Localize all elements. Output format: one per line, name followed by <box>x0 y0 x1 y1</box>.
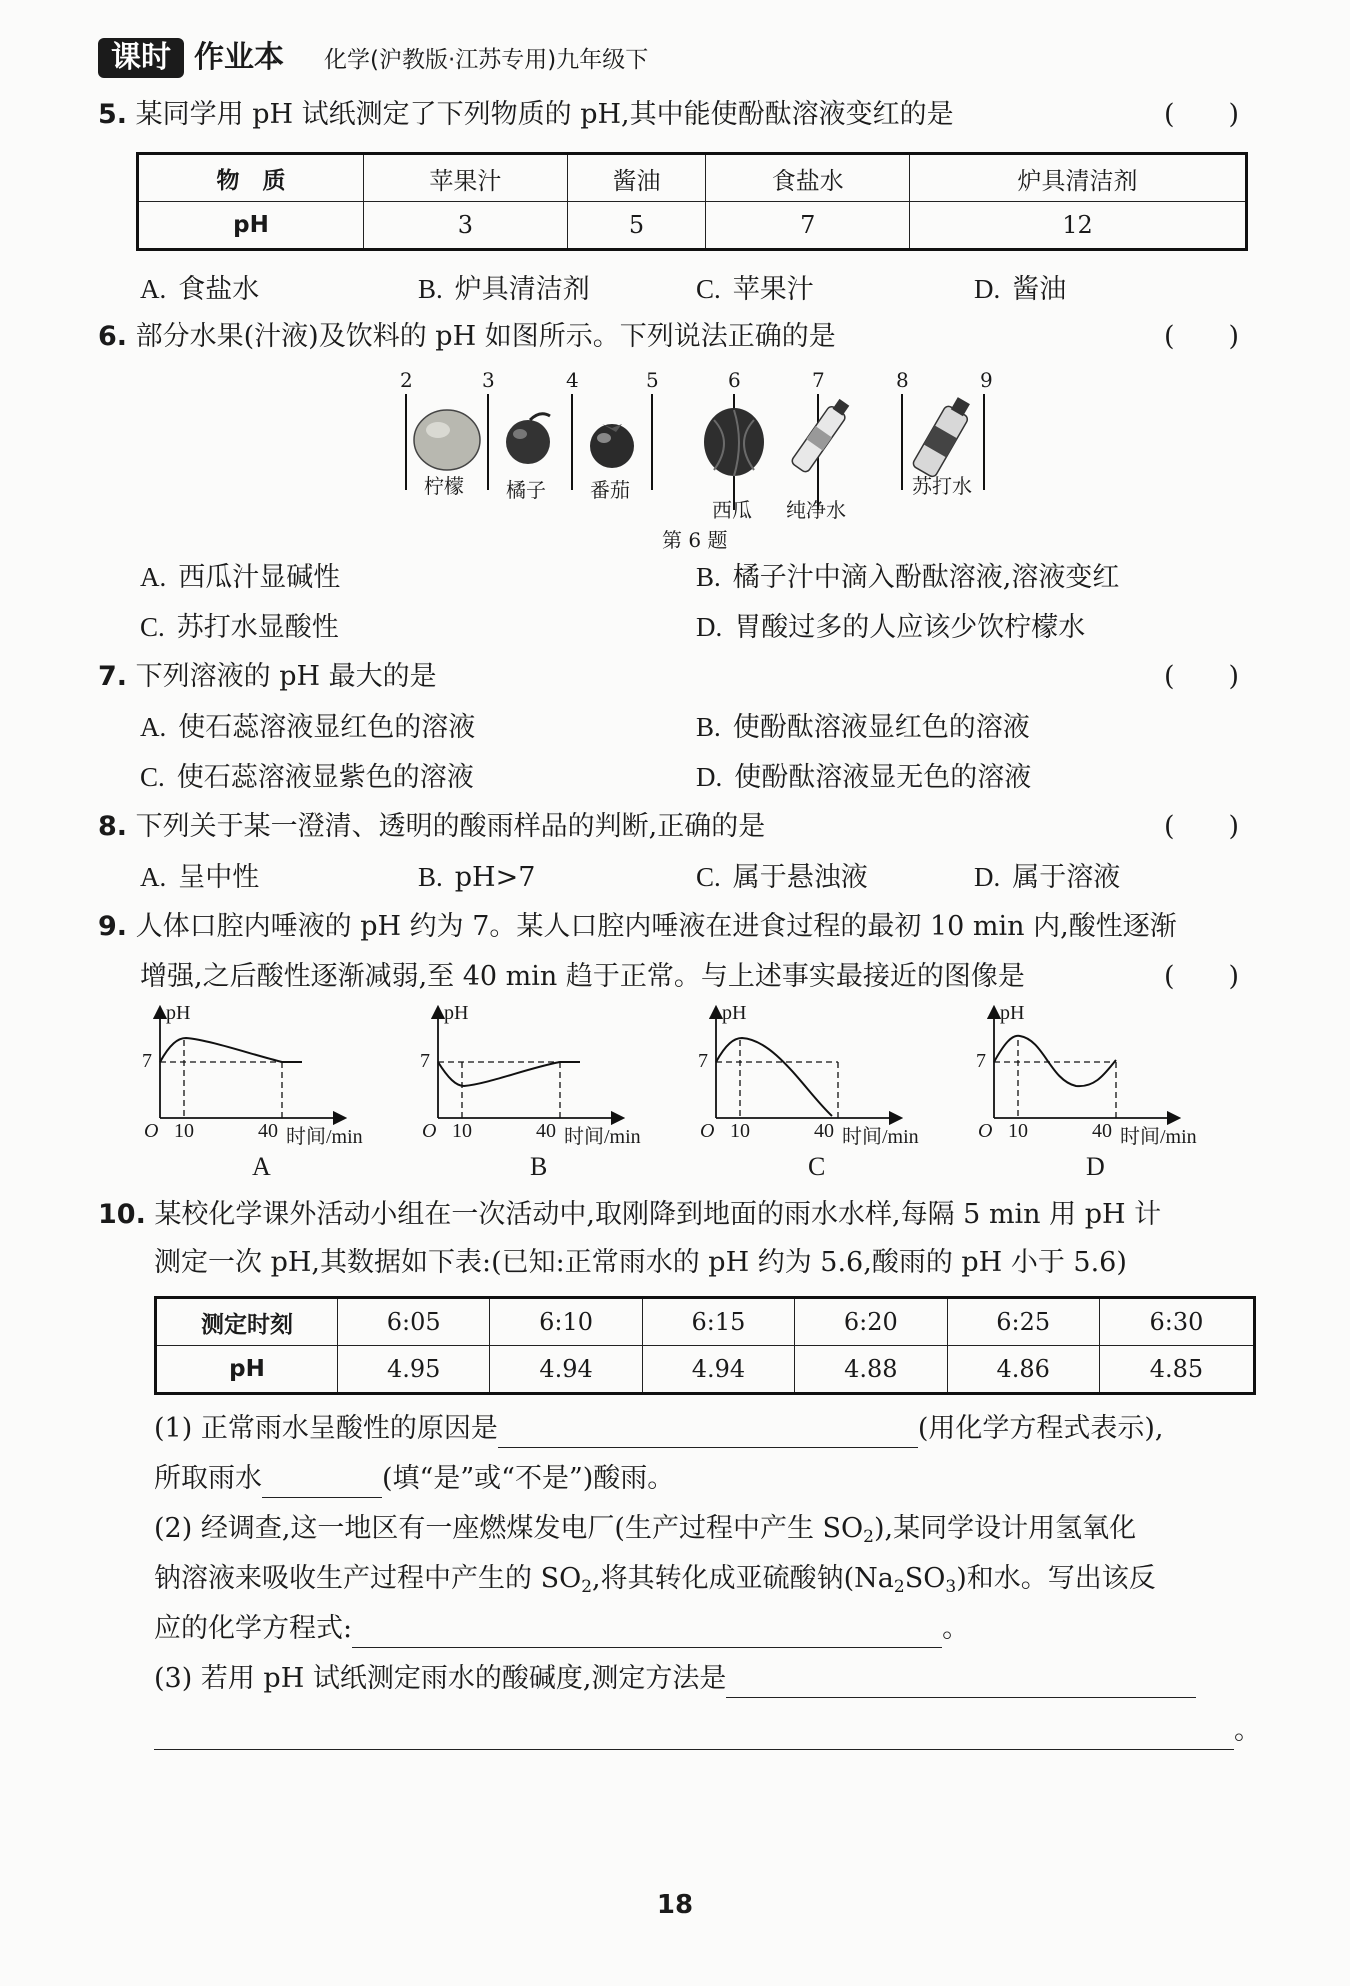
table-cell: pH <box>138 202 364 250</box>
answer-blank[interactable] <box>726 1667 1196 1698</box>
table-cell: 5 <box>567 202 706 250</box>
header <box>98 34 818 84</box>
x-tick-10: 10 <box>452 1120 472 1142</box>
table-cell: 4.88 <box>795 1346 947 1394</box>
x-axis-label: 时间/min <box>842 1126 919 1148</box>
option-d[interactable]: D. 胃酸过多的人应该少饮柠檬水 <box>696 612 1086 643</box>
logo-text: 课时 <box>111 40 171 75</box>
table-cell: 3 <box>364 202 568 250</box>
table-header-cell: 6:20 <box>795 1298 947 1346</box>
q10-part1-line2: 所取雨水 (填“是”或“不是”)酸雨。 <box>154 1460 674 1498</box>
y-axis-label: pH <box>722 1002 747 1024</box>
question-10-line2: 测定一次 pH,其数据如下表:(已知:正常雨水的 pH 约为 5.6,酸雨的 pH 小于 5.6) <box>154 1247 1127 1278</box>
answer-paren: ( ) <box>1164 811 1240 842</box>
table-header-cell: 苹果汁 <box>364 154 568 202</box>
option-a[interactable]: A. 呈中性 <box>140 862 260 893</box>
x-axis-label: 时间/min <box>564 1126 641 1148</box>
scale-label: 9 <box>980 368 993 392</box>
fruit-label: 纯净水 <box>786 498 846 522</box>
table-cell: 7 <box>706 202 910 250</box>
table-header-cell: 6:10 <box>490 1298 642 1346</box>
x-tick-10: 10 <box>730 1120 750 1142</box>
answer-paren: ( ) <box>1164 99 1240 130</box>
question-9-line2: 增强,之后酸性逐渐减弱,至 40 min 趋于正常。与上述事实最接近的图像是 <box>140 961 1025 992</box>
question-number: 10. <box>98 1199 146 1230</box>
table-cell: 4.94 <box>642 1346 794 1394</box>
page-number: 18 <box>656 1890 694 1920</box>
x-axis-label: 时间/min <box>1120 1126 1197 1148</box>
table-cell: pH <box>156 1346 338 1394</box>
graph-letter-a[interactable]: A <box>252 1152 271 1181</box>
y-tick-7: 7 <box>698 1050 708 1072</box>
option-c[interactable]: C. 使石蕊溶液显紫色的溶液 <box>140 762 474 793</box>
y-tick-7: 7 <box>976 1050 986 1072</box>
question-text: 某校化学课外活动小组在一次活动中,取刚降到地面的雨水水样,每隔 5 min 用 pH 计 <box>154 1199 1162 1230</box>
question-number: 7. <box>98 661 128 692</box>
scale-label: 2 <box>400 368 413 392</box>
q10-part2-line1: (2) 经调查,这一地区有一座燃煤发电厂(生产过程中产生 $SO_2$),某同学设计用氢氧化 <box>154 1513 1137 1547</box>
scale-label: 6 <box>728 368 741 392</box>
table-header-cell: 物 质 <box>138 154 364 202</box>
answer-paren: ( ) <box>1164 321 1240 352</box>
option-a[interactable]: A. 使石蕊溶液显红色的溶液 <box>140 712 476 743</box>
table-cell: 12 <box>910 202 1247 250</box>
option-a[interactable]: A. 食盐水 <box>140 274 260 305</box>
ph-figure-drawing <box>380 390 1020 520</box>
q5-table <box>136 152 1248 251</box>
graph-letter-c[interactable]: C <box>808 1152 826 1181</box>
x-tick-40: 40 <box>536 1120 556 1142</box>
scale-label: 5 <box>646 368 659 392</box>
option-b[interactable]: B. 使酚酞溶液显红色的溶液 <box>696 712 1030 743</box>
y-tick-7: 7 <box>142 1050 152 1072</box>
option-b[interactable]: B. pH>7 <box>418 862 536 893</box>
book-subtitle: 化学(沪教版·江苏专用)九年级下 <box>324 47 649 73</box>
origin-label: O <box>978 1120 993 1142</box>
answer-blank[interactable] <box>498 1417 918 1448</box>
table-header-cell: 6:30 <box>1099 1298 1254 1346</box>
table-header-cell: 测定时刻 <box>156 1298 338 1346</box>
answer-blank[interactable] <box>352 1617 942 1648</box>
question-7 <box>98 658 437 696</box>
option-d[interactable]: D. 使酚酞溶液显无色的溶液 <box>696 762 1032 793</box>
answer-paren: ( ) <box>1164 961 1240 992</box>
option-c[interactable]: C. 苏打水显酸性 <box>140 612 339 643</box>
scale-label: 4 <box>566 368 579 392</box>
y-axis-label: pH <box>444 1002 469 1024</box>
question-text: 下列关于某一澄清、透明的酸雨样品的判断,正确的是 <box>135 811 766 842</box>
table-cell: 4.85 <box>1099 1346 1254 1394</box>
x-tick-40: 40 <box>258 1120 278 1142</box>
q10-part2-line3: 应的化学方程式: 。 <box>154 1610 969 1648</box>
table-cell: 4.95 <box>338 1346 490 1394</box>
question-10 <box>98 1196 1161 1234</box>
scale-label: 7 <box>812 368 825 392</box>
fruit-label: 柠檬 <box>424 474 464 498</box>
book-title: 作业本 <box>194 40 284 75</box>
question-number: 5. <box>98 99 128 130</box>
q10-part2-line2: 钠溶液来吸收生产过程中产生的 $SO_2$,将其转化成亚硫酸钠$(Na_2SO_3)$和水。写出该反 <box>154 1563 1156 1597</box>
q10-part1-line1: (1) 正常雨水呈酸性的原因是 (用化学方程式表示), <box>154 1410 1163 1448</box>
option-c[interactable]: C. 苹果汁 <box>696 274 814 305</box>
origin-label: O <box>144 1120 159 1142</box>
option-b[interactable]: B. 橘子汁中滴入酚酞溶液,溶液变红 <box>696 562 1120 593</box>
fruit-label: 橘子 <box>506 478 546 502</box>
table-header-cell: 6:25 <box>947 1298 1099 1346</box>
x-tick-10: 10 <box>174 1120 194 1142</box>
question-text: 人体口腔内唾液的 pH 约为 7。某人口腔内唾液在进食过程的最初 10 min 内,酸性逐渐 <box>135 911 1177 942</box>
option-d[interactable]: D. 酱油 <box>974 274 1067 305</box>
graph-letter-d[interactable]: D <box>1086 1152 1105 1181</box>
graph-letter-b[interactable]: B <box>530 1152 548 1181</box>
water-bottle-icon <box>790 397 852 474</box>
answer-blank[interactable] <box>154 1719 1234 1750</box>
question-text: 下列溶液的 pH 最大的是 <box>135 661 437 692</box>
q10-table <box>154 1296 1256 1395</box>
question-text: 某同学用 pH 试纸测定了下列物质的 pH,其中能使酚酞溶液变红的是 <box>135 99 954 130</box>
answer-paren: ( ) <box>1164 661 1240 692</box>
figure-caption: 第 6 题 <box>662 528 728 552</box>
question-6 <box>98 318 836 356</box>
question-number: 6. <box>98 321 128 352</box>
option-a[interactable]: A. 西瓜汁显碱性 <box>140 562 341 593</box>
option-c[interactable]: C. 属于悬浊液 <box>696 862 868 893</box>
table-cell: 4.86 <box>947 1346 1099 1394</box>
question-number: 8. <box>98 811 128 842</box>
option-b[interactable]: B. 炉具清洁剂 <box>418 274 590 305</box>
table-cell: 4.94 <box>490 1346 642 1394</box>
orange-icon <box>506 414 550 464</box>
soda-water-bottle-icon <box>912 394 976 478</box>
table-header-cell: 6:05 <box>338 1298 490 1346</box>
graph-labels <box>130 1000 1250 1190</box>
y-axis-label: pH <box>1000 1002 1025 1024</box>
lemon-icon <box>414 410 480 470</box>
table-header-cell: 酱油 <box>567 154 706 202</box>
table-header-cell: 6:15 <box>642 1298 794 1346</box>
origin-label: O <box>700 1120 715 1142</box>
question-5 <box>98 96 954 134</box>
question-text: 部分水果(汁液)及饮料的 pH 如图所示。下列说法正确的是 <box>135 321 836 352</box>
watermelon-icon <box>704 408 764 476</box>
question-number: 9. <box>98 911 128 942</box>
x-tick-40: 40 <box>1092 1120 1112 1142</box>
x-tick-10: 10 <box>1008 1120 1028 1142</box>
option-d[interactable]: D. 属于溶液 <box>974 862 1121 893</box>
y-axis-label: pH <box>166 1002 191 1024</box>
table-header-cell: 食盐水 <box>706 154 910 202</box>
fruit-label: 西瓜 <box>712 498 752 522</box>
scale-label: 3 <box>482 368 495 392</box>
origin-label: O <box>422 1120 437 1142</box>
scale-label: 8 <box>896 368 909 392</box>
x-axis-label: 时间/min <box>286 1126 363 1148</box>
logo <box>98 38 184 78</box>
question-9 <box>98 908 1177 946</box>
fruit-label: 苏打水 <box>912 474 972 498</box>
q10-part3-line1: (3) 若用 pH 试纸测定雨水的酸碱度,测定方法是 <box>154 1660 1196 1698</box>
y-tick-7: 7 <box>420 1050 430 1072</box>
answer-blank[interactable] <box>262 1467 382 1498</box>
tomato-icon <box>590 424 634 468</box>
question-8 <box>98 808 765 846</box>
q10-part3-line2: 。 <box>154 1712 1261 1750</box>
table-header-cell: 炉具清洁剂 <box>910 154 1247 202</box>
fruit-label: 番茄 <box>590 478 630 502</box>
x-tick-40: 40 <box>814 1120 834 1142</box>
